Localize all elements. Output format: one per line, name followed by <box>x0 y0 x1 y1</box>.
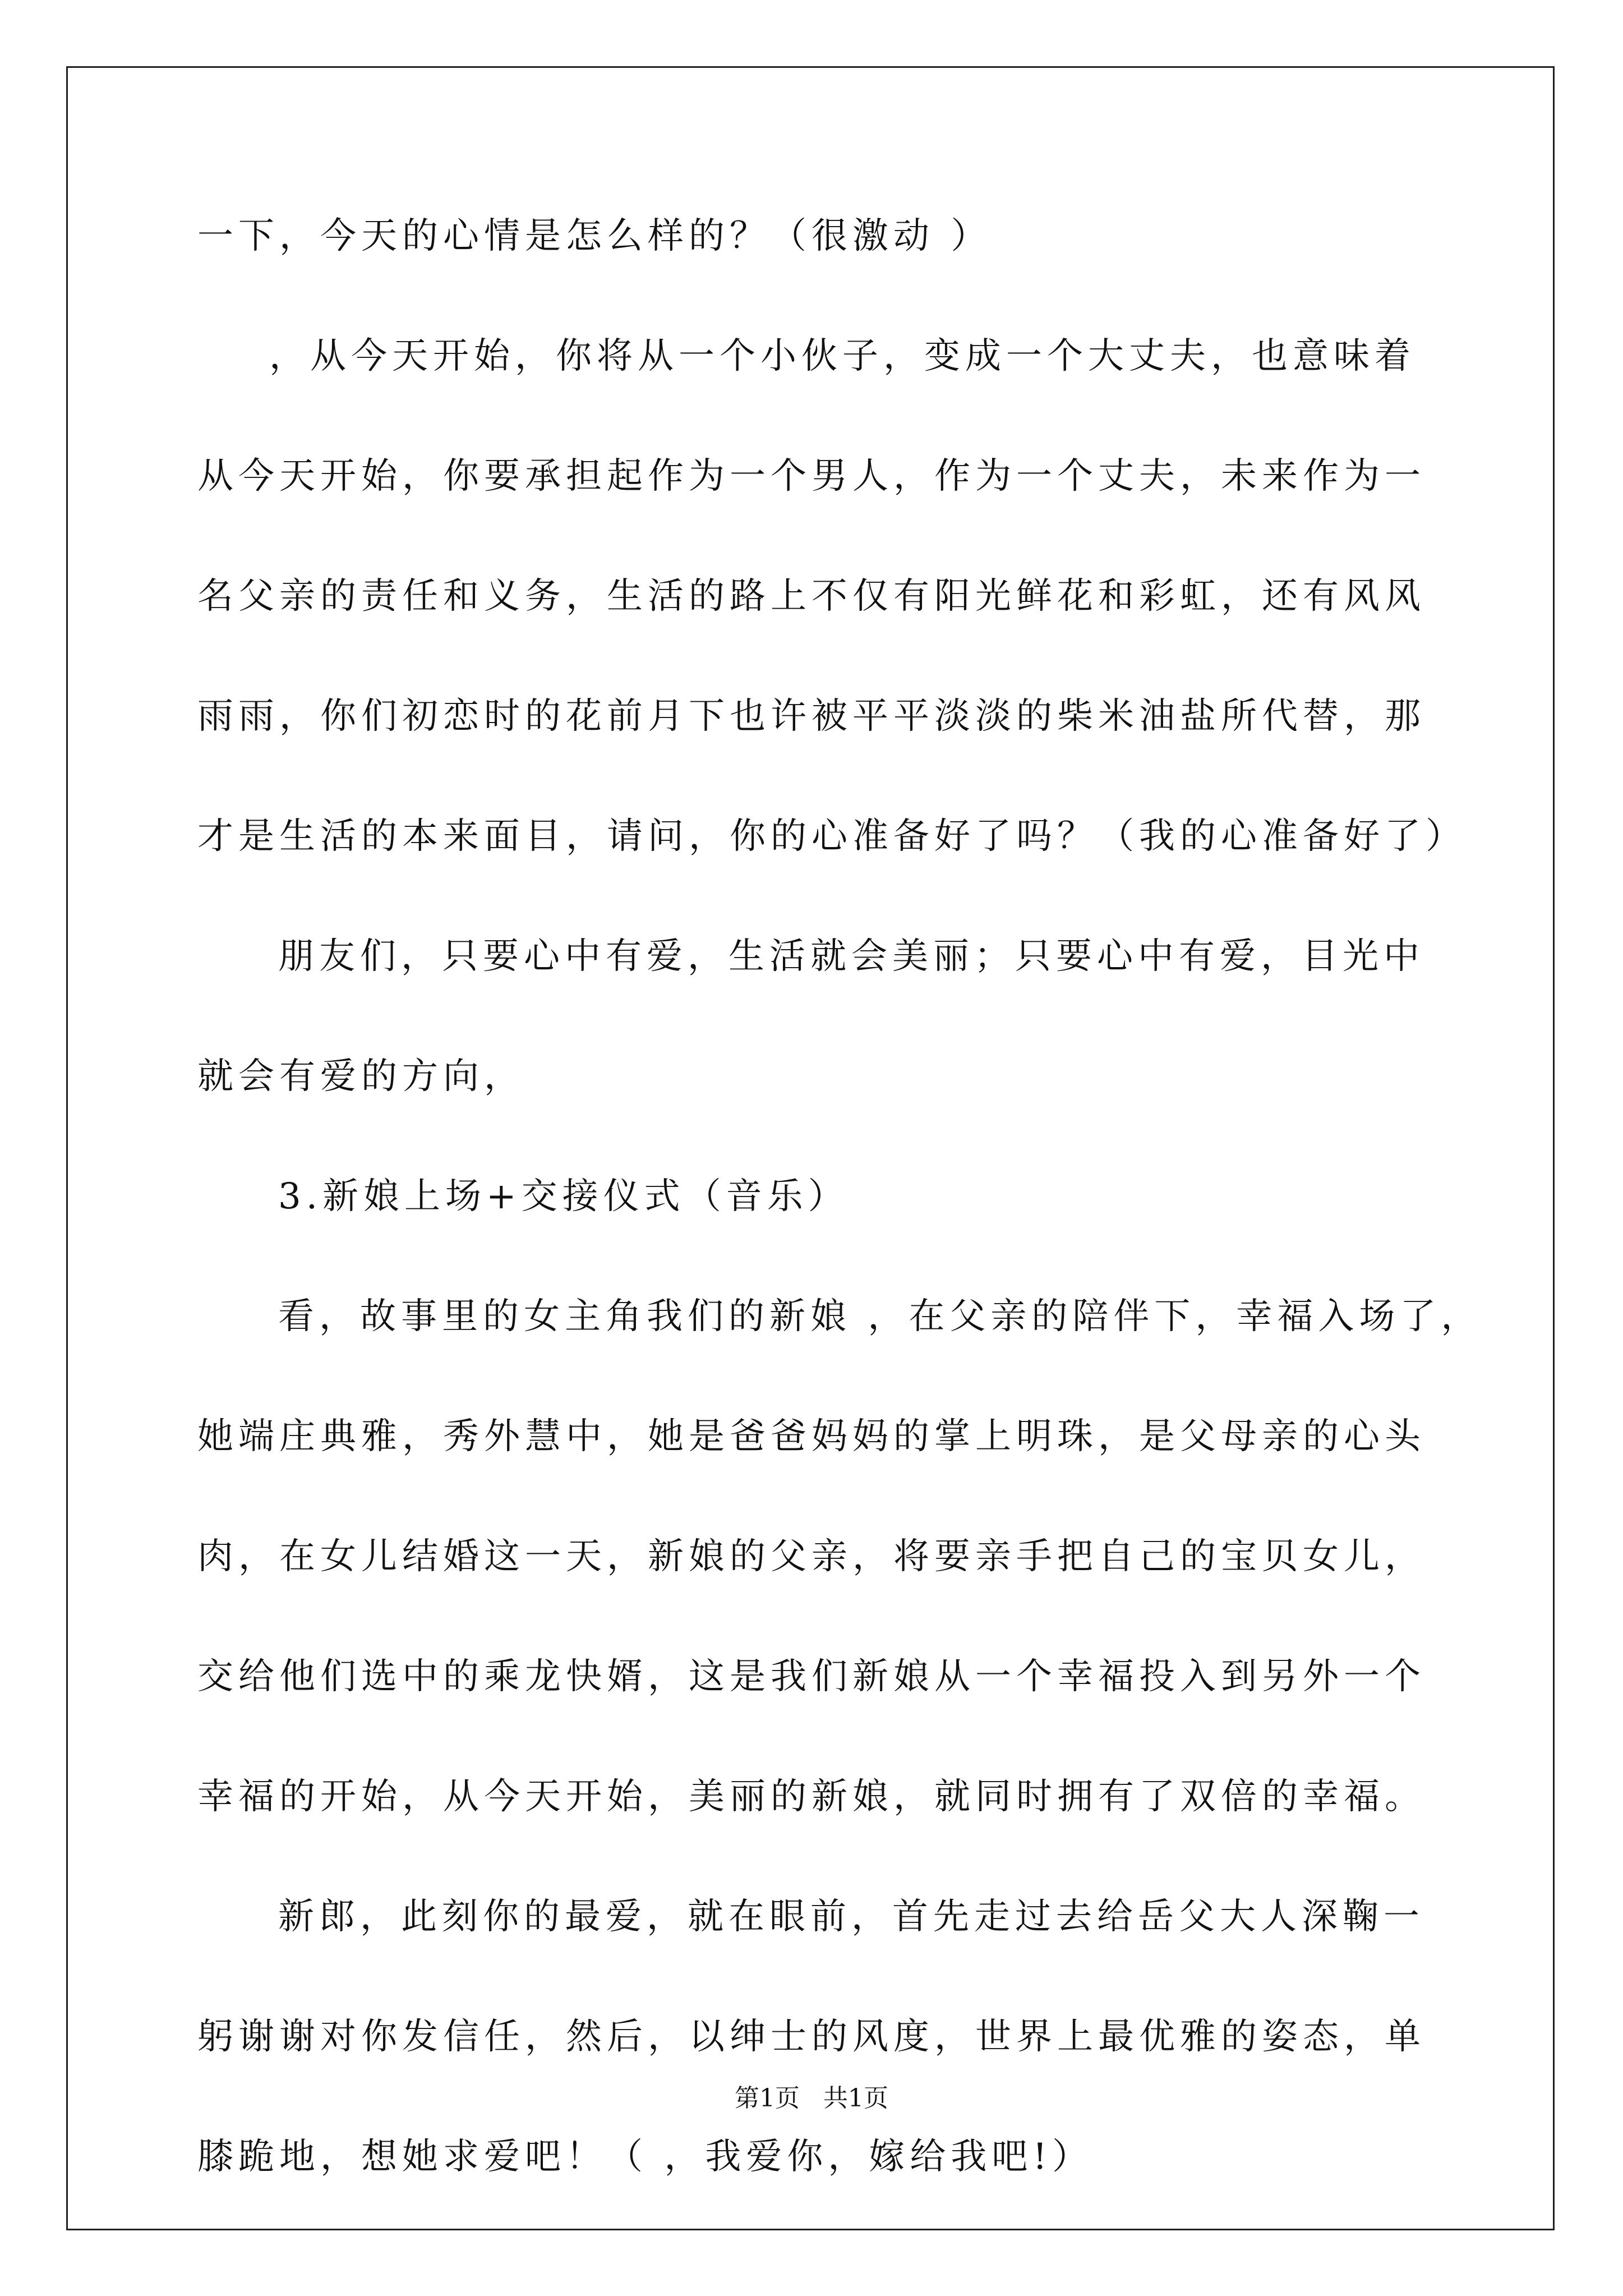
text-line: 从今天开始，你要承担起作为一个男人，作为一个丈夫，未来作为一 <box>197 455 1426 497</box>
text-line: 雨雨，你们初恋时的花前月下也许被平平淡淡的柴米油盐所代替，那 <box>197 696 1426 737</box>
text-line: 名父亲的责任和义务，生活的路上不仅有阳光鲜花和彩虹，还有风风 <box>197 576 1426 617</box>
section-heading: 3.新娘上场+交接仪式（音乐） <box>278 1176 849 1217</box>
text-line: 膝跪地，想她求爱吧！（ ，我爱你，嫁给我吧!） <box>197 2136 1094 2178</box>
text-line: 一下，今天的心情是怎么样的？（很激动 ） <box>197 215 992 257</box>
text-line: 新郎，此刻你的最爱，就在眼前，首先走过去给岳父大人深鞠一 <box>278 1896 1424 1938</box>
text-line: 才是生活的本来面目，请问，你的心准备好了吗？（我的心准备好了） <box>197 816 1467 857</box>
text-line: 躬谢谢对你发信任，然后，以绅士的风度，世界上最优雅的姿态，单 <box>197 2016 1426 2058</box>
text-line: ，从今天开始，你将从一个小伙子，变成一个大丈夫，也意味着 <box>269 335 1415 377</box>
text-line: 幸福的开始，从今天开始，美丽的新娘，就同时拥有了双倍的幸福。 <box>197 1776 1426 1818</box>
text-line: 朋友们，只要心中有爱，生活就会美丽；只要心中有爱，目光中 <box>278 936 1424 977</box>
text-line: 就会有爱的方向， <box>197 1056 525 1097</box>
text-line: 交给他们选中的乘龙快婿，这是我们新娘从一个幸福投入到另外一个 <box>197 1656 1426 1697</box>
page-number-footer: 第1页 共1页 <box>735 2084 888 2113</box>
text-line: 肉，在女儿结婚这一天，新娘的父亲，将要亲手把自己的宝贝女儿， <box>197 1536 1426 1577</box>
text-line: 她端庄典雅，秀外慧中，她是爸爸妈妈的掌上明珠，是父母亲的心头 <box>197 1416 1426 1457</box>
text-line: 看，故事里的女主角我们的新娘 ，在父亲的陪伴下，幸福入场了， <box>278 1296 1482 1337</box>
